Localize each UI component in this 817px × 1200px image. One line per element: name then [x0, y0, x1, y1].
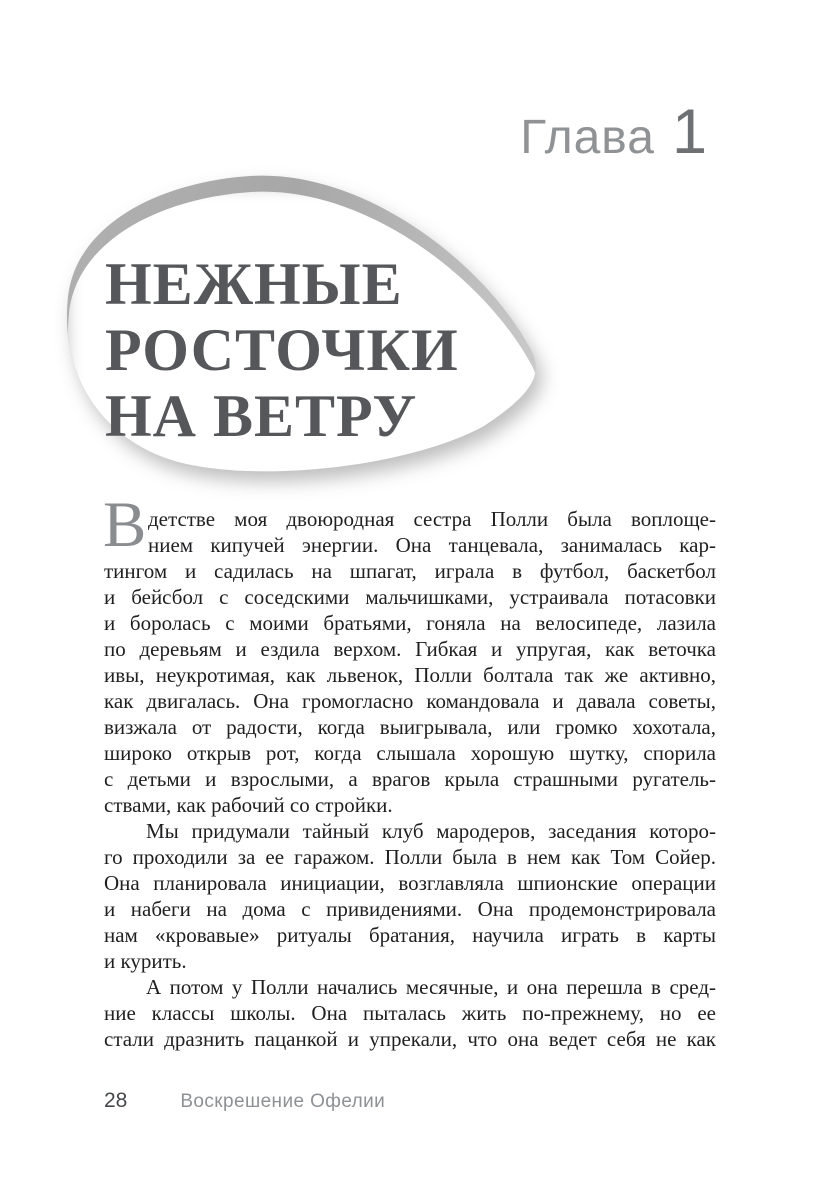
text-line: ствами, как рабочий со стройки. — [104, 793, 393, 817]
paragraph — [104, 974, 716, 1052]
text-line: как двигалась. Она громогласно командовала и давала советы, — [104, 689, 716, 713]
text-line: нием кипучей энергии. Она танцевала, занималась кар- — [148, 533, 716, 557]
body-text — [103, 489, 716, 1052]
text-line: и бейсбол с соседскими мальчишками, устраивала потасовки — [104, 585, 716, 609]
drop-cap: В — [103, 489, 147, 561]
paragraph — [104, 818, 716, 974]
chapter-heading — [520, 96, 707, 168]
page-footer — [104, 1089, 716, 1113]
text-line: нам «кровавые» ритуалы братания, научила играть в карты — [104, 923, 716, 947]
page-number: 28 — [104, 1089, 128, 1112]
paragraphs-container — [104, 506, 716, 1052]
text-line: широко открыв рот, когда слышала хорошую шутку, спорила — [104, 741, 716, 765]
chapter-title-line-2: РОСТОЧКИ — [105, 317, 459, 383]
text-line: го проходили за ее гаражом. Полли была в нем как Том Сойер. — [104, 845, 716, 869]
text-line: детстве моя двоюродная сестра Полли была воплоще- — [148, 507, 716, 531]
text-line: по деревьям и ездила верхом. Гибкая и упругая, как веточка — [104, 637, 716, 661]
chapter-title — [105, 251, 459, 449]
text-line: А потом у Полли начались месячные, и она перешла в сред- — [146, 975, 716, 999]
text-line: с детьми и взрослыми, а врагов крыла страшными ругатель- — [104, 767, 716, 791]
text-line: ивы, неукротимая, как львенок, Полли болтала так же активно, — [104, 663, 716, 687]
chapter-title-line-1: НЕЖНЫЕ — [105, 251, 403, 317]
text-line: Она планировала инициации, возглавляла шпионские операции — [104, 871, 716, 895]
text-line: визжала от радости, когда выигрывала, или громко хохотала, — [104, 715, 716, 739]
text-line: тингом и садилась на шпагат, играла в футбол, баскетбол — [104, 559, 716, 583]
chapter-number: 1 — [671, 97, 707, 167]
running-title: Воскрешение Офелии — [180, 1091, 386, 1112]
chapter-label: Глава — [520, 111, 655, 164]
text-line: и набеги на дома с привидениями. Она продемонстрировала — [104, 897, 716, 921]
paragraph — [104, 506, 716, 818]
text-line: стали дразнить пацанкой и упрекали, что она ведет себя не как — [104, 1027, 716, 1051]
text-line: ние классы школы. Она пыталась жить по-прежнему, но ее — [104, 1001, 716, 1025]
text-line: и курить. — [104, 949, 187, 973]
text-line: и боролась с моими братьями, гоняла на велосипеде, лазила — [104, 611, 716, 635]
text-line: Мы придумали тайный клуб мародеров, заседания которо- — [146, 819, 716, 843]
chapter-title-line-3: НА ВЕТРУ — [105, 383, 418, 449]
